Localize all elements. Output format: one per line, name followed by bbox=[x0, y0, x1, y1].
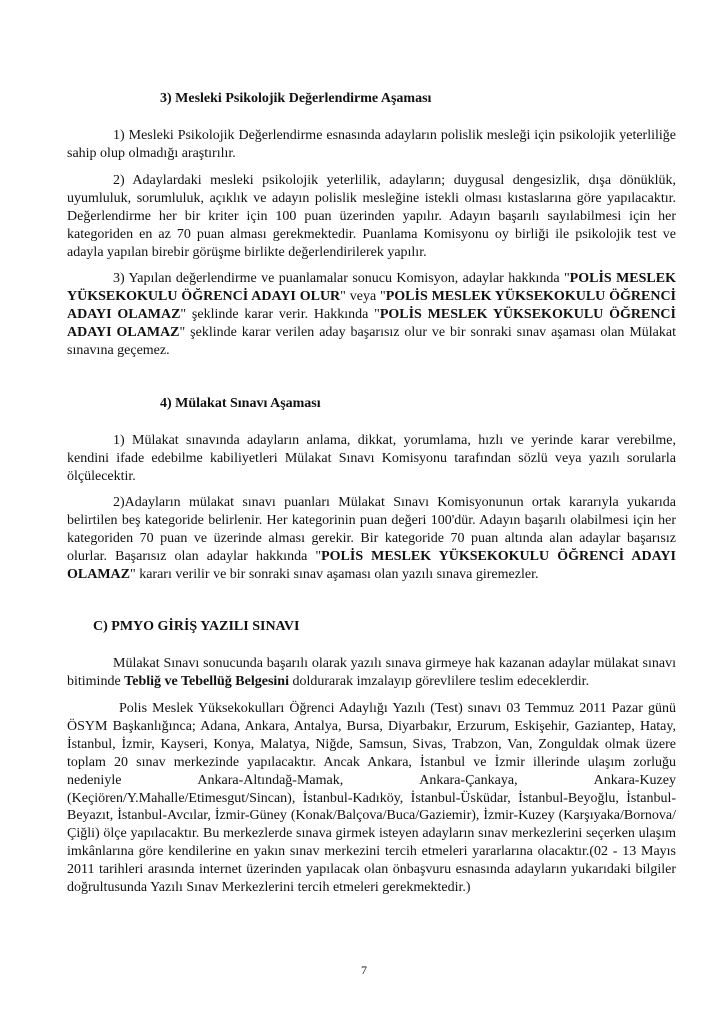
section-c-title: C) PMYO GİRİŞ YAZILI SINAVI bbox=[93, 619, 300, 634]
section-4-paragraph-1: 1) Mülakat sınavında adayların anlama, dikkat, yorumlama, hızlı ve yerinde karar verebilme, kendini ifade edebilme kabiliyetleri Mülakat Sınavı Komisyonu tarafından sözlü veya yazılı sorularla ölçülecektir. bbox=[67, 433, 676, 484]
s4p2-bold: POLİS MESLEK YÜKSEKOKULU ÖĞRENCİ ADAYI OLAMAZ bbox=[67, 548, 676, 582]
cp1-bold: Tebliğ ve Tebellüğ Belgesini bbox=[124, 673, 289, 689]
section-3-paragraph-1: 1) Mesleki Psikolojik Değerlendirme esnasında adayların polislik mesleği için psikolojik yeterliliğe sahip olup olmadığı araştırılır. bbox=[67, 128, 676, 161]
section-3-paragraph-3 bbox=[67, 270, 676, 360]
s3p3-text-a: 3) Yapılan değerlendirme ve puanlamalar sonucu Komisyon, adaylar hakkında " bbox=[113, 271, 570, 286]
section-4-paragraph-2 bbox=[67, 494, 676, 584]
s3p3-text-c: " veya " bbox=[340, 288, 386, 304]
section-c-paragraph-2: Polis Meslek Yüksekokulları Öğrenci Adaylığı Yazılı (Test) sınavı 03 Temmuz 2011 Pazar günü ÖSYM Başkanlığınca; Adana, Ankara, Antalya, Bursa, Diyarbakır, Erzurum, Eskişehir, Gaziantep, Hatay, İstanbul, İzmir, Kayseri, Konya, Malatya, Niğde, Samsun, Sivas, Trabzon, Van, Zonguldak olmak üzere toplam 20 sınav merkezinde yapılacaktır. Ancak Ankara, İstanbul ve İzmir illerinde ulaşım zorluğu nedeniyle Ankara-Altındağ-Mamak, Ankara-Çankaya, Ankara-Kuzey (Keçiören/Y.Mahalle/Etimesgut/Sincan), İstanbul-Kadıköy, İstanbul-Üsküdar, İstanbul-Beyoğlu, İstanbul-Beyazıt, İstanbul-Avcılar, İzmir-Güney (Konak/Balçova/Buca/Gaziemir), İzmir-Kuzey (Karşıyaka/Bornova/Çiğli) ölçe yapılacaktır. Bu merkezlerde sınava girmek isteyen adayların sınav merkezlerini seçerken ulaşım imkânlarına göre kendilerine en yakın sınav merkezini tercih etmeleri yararlarına olacaktır.(02 - 13 Mayıs 2011 tarihleri arasında internet üzerinden yapılacak olan önbaşvuru esnasında adayların yukarıdaki bilgiler doğrultusunda Yazılı Sınav Merkezlerini tercih etmeleri gerekmektedir.) bbox=[67, 701, 676, 896]
cp1-text-a: Mülakat Sınavı sonucunda başarılı olarak yazılı sınava girmeye hak kazanan adaylar mülakat sınavı bitiminde bbox=[67, 656, 676, 689]
s3p3-bold-1: POLİS MESLEK YÜKSEKOKULU ÖĞRENCİ ADAYI OLUR bbox=[67, 271, 676, 304]
section-3-title: 3) Mesleki Psikolojik Değerlendirme Aşaması bbox=[160, 91, 432, 106]
s3p3-bold-3: POLİS MESLEK YÜKSEKOKULU ÖĞRENCİ ADAYI OLAMAZ bbox=[67, 306, 676, 340]
s3p3-text-d: " şeklinde karar verir. Hakkında " bbox=[180, 306, 380, 322]
s3p3-text-e: " şeklinde karar verilen aday başarısız olur ve bir sonraki sınav aşaması olan Mülakat sınavına geçemez. bbox=[67, 324, 677, 358]
s4p2-text-a: 2)Adayların mülakat sınavı puanları Mülakat Sınavı Komisyonunun ortak kararıyla yukarıda belirtilen beş kategoride belirlenir. Her kategorinin puan değeri 100'dür. Adayın başarılı olabilmesi için her kategoriden 70 puan ve üzerinde alması gerekir. Bir kategoride 70 puan altında alan adaylar başarısız olurlar. Başarısız olan adaylar hakkında " bbox=[67, 495, 676, 564]
cp1-text-c: doldurarak imzalayıp görevlilere teslim edeceklerdir. bbox=[288, 673, 590, 689]
s3p3-bold-2: POLİS MESLEK YÜKSEKOKULU ÖĞRENCİ ADAYI OLAMAZ bbox=[67, 288, 676, 322]
section-3-paragraph-2: 2) Adaylardaki mesleki psikolojik yeterlilik, adayların; duygusal dengesizlik, dışa dönüklük, uyumluluk, sorumluluk, açıklık ve adayın polislik mesleğine istekli olması kıstaslarına göre yapılacaktır. Değerlendirme her bir kriter için 100 puan üzerinden yapılır. Adayın başarılı sayılabilmesi için her kategoriden en az 70 puan alması gerekmektedir. Puanlama Komisyonu oy birliği ile psikolojik test ve adayla yapılan birebir görüşme birlikte değerlendirilerek yapılır. bbox=[67, 173, 676, 260]
section-c-paragraph-1 bbox=[67, 655, 676, 691]
s4p2-text-c: " kararı verilir ve bir sonraki sınav aşaması olan yazılı sınava giremezler. bbox=[130, 566, 539, 582]
section-4-title: 4) Mülakat Sınavı Aşaması bbox=[160, 396, 321, 411]
page-number: 7 bbox=[361, 963, 367, 977]
